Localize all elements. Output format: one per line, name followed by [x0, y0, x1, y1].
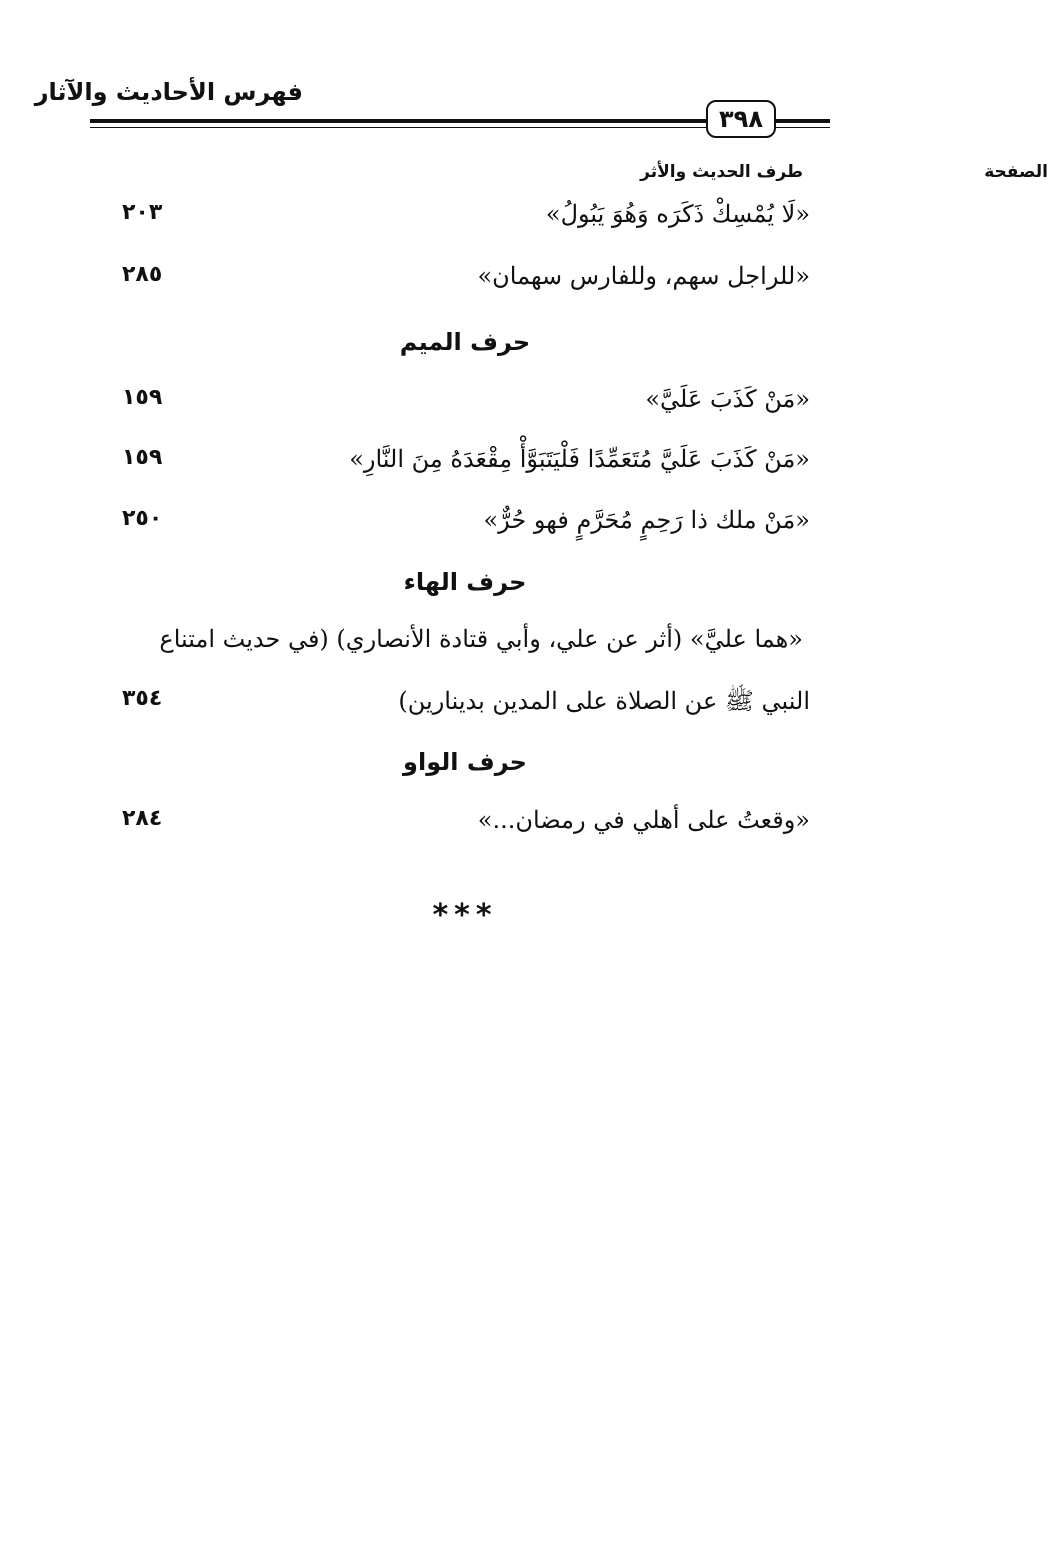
- index-entry: [100, 385, 810, 425]
- index-entry: [100, 686, 810, 726]
- section-heading: حرف الهاء: [403, 568, 527, 596]
- index-entry: [100, 445, 810, 485]
- page-number: ٣٩٨: [706, 100, 776, 138]
- entry-text: «مَنْ ملك ذا رَحِمٍ مُحَرَّمٍ فهو حُرٌّ»: [483, 506, 810, 534]
- index-entry: [100, 262, 810, 302]
- column-heading-text: طرف الحديث والأثر: [640, 162, 803, 182]
- running-title: فهرس الأحاديث والآثار: [34, 78, 303, 106]
- entry-text: «وقعتُ على أهلي في رمضان...»: [477, 806, 810, 834]
- index-entry: [100, 200, 810, 240]
- entry-page: ١٥٩: [122, 445, 163, 470]
- entry-text: «مَنْ كَذَبَ عَلَيَّ مُتَعَمِّدًا فَلْيَتَبَوَّأْ مِقْعَدَهُ مِنَ النَّارِ»: [349, 445, 810, 473]
- entry-text: «مَنْ كَذَبَ عَلَيَّ»: [645, 385, 810, 413]
- entry-page: ٢٠٣: [122, 200, 163, 225]
- index-entry: [100, 806, 810, 846]
- entry-page: ٢٨٥: [122, 262, 163, 287]
- entry-page: ١٥٩: [122, 385, 163, 410]
- column-heading-page: الصفحة: [984, 162, 1048, 182]
- entry-page: ٣٥٤: [122, 686, 163, 711]
- entry-page: ٢٨٤: [122, 806, 163, 831]
- entry-page: ٢٥٠: [122, 506, 163, 531]
- section-heading: حرف الميم: [399, 328, 531, 356]
- index-entry: [100, 506, 810, 546]
- entry-text-line: «هما عليَّ» (أثر عن علي، وأبي قتادة الأنصاري) (في حديث امتناع: [159, 625, 803, 653]
- entry-text: «لَا يُمْسِكْ ذَكَرَه وَهُوَ يَبُولُ»: [545, 200, 810, 228]
- end-ornament: ***: [432, 898, 498, 933]
- entry-text-line: النبي ﷺ عن الصلاة على المدين بدينارين): [398, 687, 810, 715]
- section-heading: حرف الواو: [403, 748, 527, 776]
- entry-text: «للراجل سهم، وللفارس سهمان»: [477, 262, 810, 290]
